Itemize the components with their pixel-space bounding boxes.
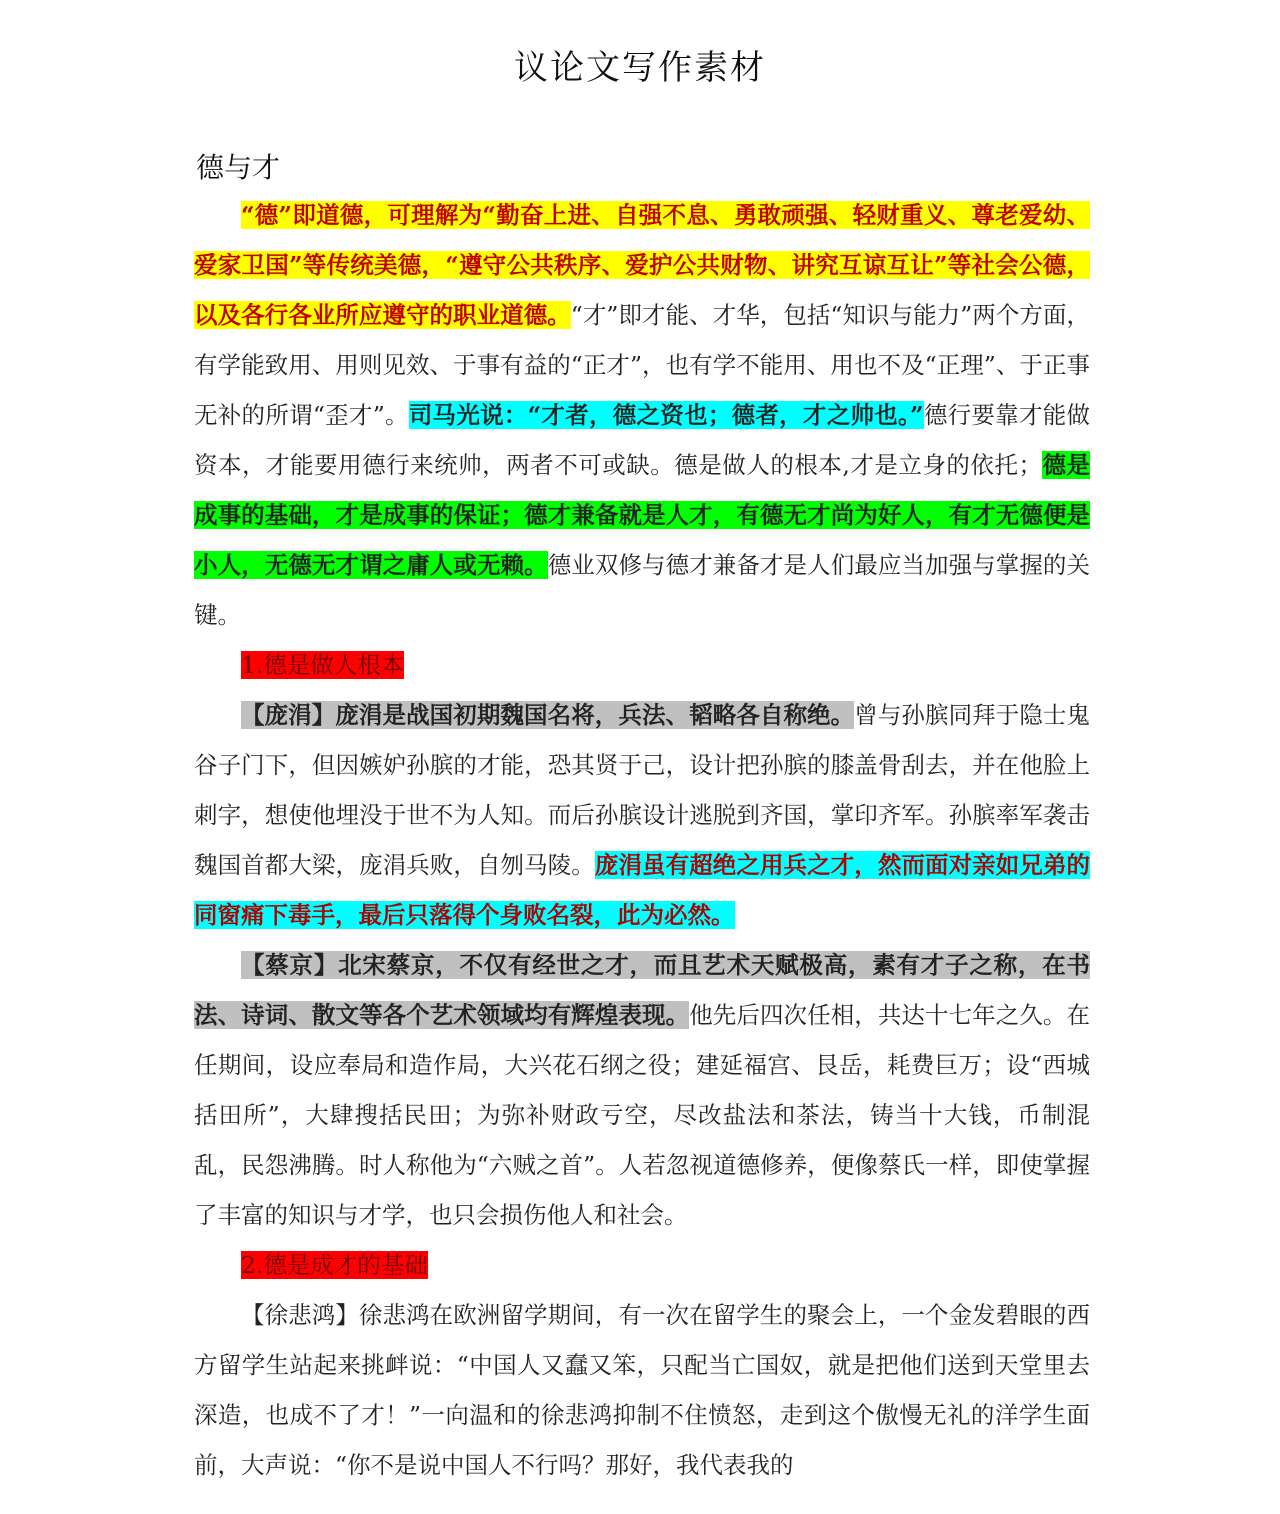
paragraph-intro <box>194 190 1090 640</box>
highlight-green-text: 德是成事的基础，才是成事的保证；德才兼备就是人才，有德无才尚为好人，有才无德便是小人，无德无才谓之庸人或无赖。 <box>194 451 1090 579</box>
highlight-red-subheading: 1.德是做人根本 <box>241 651 405 679</box>
subheading-2 <box>194 1240 1090 1290</box>
paragraph-xu-beihong <box>194 1290 1090 1490</box>
highlight-gray-text: 【蔡京】北宋蔡京，不仅有经世之才，而且艺术天赋极高，素有才子之称，在书法、诗词、散文等各个艺术领域均有辉煌表现。 <box>194 951 1090 1029</box>
highlight-red-subheading: 2.德是成才的基础 <box>241 1251 428 1279</box>
section-heading: 德与才 <box>196 151 281 184</box>
plain-text: 德业双修与德才兼备才是人们最应当加强与掌握的关键。 <box>194 551 1091 629</box>
paragraph-cai-jing <box>194 940 1090 1240</box>
paragraph-pang-juan <box>194 690 1090 940</box>
highlight-cyan-quote: 司马光说：“才者，德之资也；德者，才之帅也。” <box>408 401 924 429</box>
plain-text: 他先后四次任相，共达十七年之久。在任期间，设应奉局和造作局，大兴花石纲之役；建延福宫、艮岳，耗费巨万；设“西城括田所”，大肆搜括民田；为弥补财政亏空，尽改盐法和茶法，铸当十大钱，币制混乱，民怨沸腾。时人称他为“六贼之首”。人若忽视道德修养，便像蔡氏一样，即使掌握了丰富的知识与才学，也只会损伤他人和社会。 <box>194 1001 1091 1229</box>
highlight-yellow-text: “德”即道德，可理解为“勤奋上进、自强不息、勇敢顽强、轻财重义、尊老爱幼、爱家卫国”等传统美德，“遵守公共秩序、爱护公共财物、讲究互谅互让”等社会公德，以及各行各业所应遵守的职业道德。 <box>194 201 1090 329</box>
plain-text: 曾与孙膑同拜于隐士鬼谷子门下，但因嫉妒孙膑的才能，恐其贤于己，设计把孙膑的膝盖骨刮去，并在他脸上刺字，想使他埋没于世不为人知。而后孙膑设计逃脱到齐国，掌印齐军。孙膑率军袭击魏国首都大梁，庞涓兵败，自刎马陵。 <box>194 701 1091 879</box>
subheading-1 <box>194 640 1090 690</box>
plain-text: “才”即才能、才华，包括“知识与能力”两个方面，有学能致用、用则见效、于事有益的“正才”，也有学不能用、用也不及“正理”、于正事无补的所谓“歪才”。 <box>194 301 1090 429</box>
document-body <box>194 190 1090 1490</box>
document-title: 议论文写作素材 <box>514 48 766 88</box>
highlight-gray-text: 【庞涓】庞涓是战国初期魏国名将，兵法、韬略各自称绝。 <box>241 701 855 729</box>
highlight-cyan-text: 庞涓虽有超绝之用兵之才，然而面对亲如兄弟的同窗痛下毒手，最后只落得个身败名裂，此为必然。 <box>194 851 1091 929</box>
plain-text: 【徐悲鸿】徐悲鸿在欧洲留学期间，有一次在留学生的聚会上，一个金发碧眼的西方留学生站起来挑衅说：“中国人又蠢又笨，只配当亡国奴，就是把他们送到天堂里去深造，也成不了才！”一向温和的徐悲鸿抑制不住愤怒，走到这个傲慢无礼的洋学生面前，大声说：“你不是说中国人不行吗？那好，我代表我的 <box>194 1301 1090 1479</box>
plain-text: 德行要靠才能做资本，才能要用德行来统帅，两者不可或缺。德是做人的根本,才是立身的依托； <box>194 401 1090 479</box>
